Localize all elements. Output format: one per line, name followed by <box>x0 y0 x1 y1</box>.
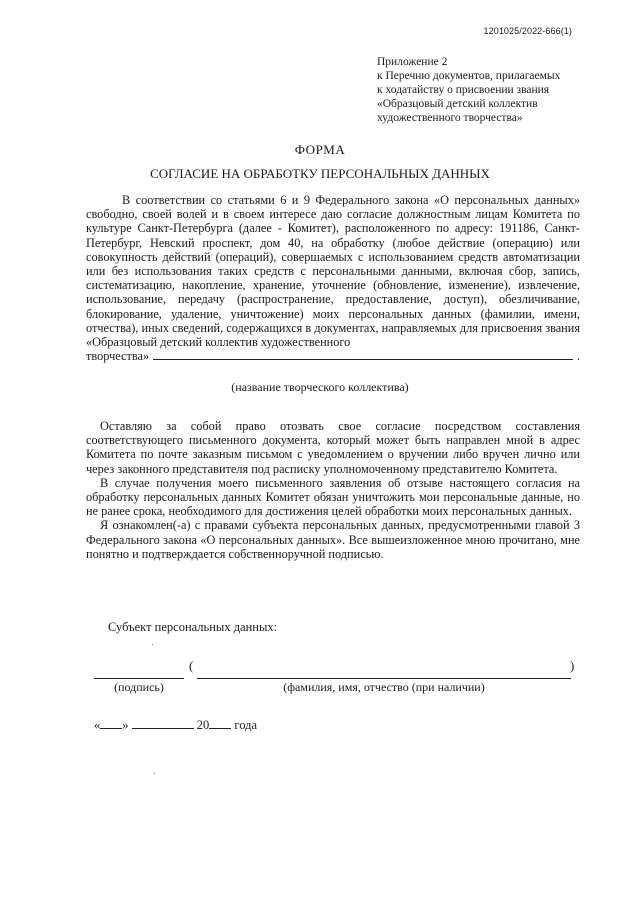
appendix-line: Приложение 2 <box>377 56 448 68</box>
full-name-field[interactable] <box>197 678 571 679</box>
year-field[interactable] <box>209 718 231 729</box>
signature-caption: (подпись) <box>114 680 164 694</box>
appendix-line: художественного творчества» <box>377 112 523 124</box>
open-quote: « <box>94 718 101 732</box>
acknowledgement-paragraph: Я ознакомлен(-а) с правами субъекта персональных данных, предусмотренными главой 3 Федерального закона «О персональных данных». Все вышеизложенное мною прочитано, мне понятно и подтверждается собственноручной подписью. <box>86 518 580 561</box>
end-mark: . <box>576 349 580 364</box>
revocation-paragraph: В случае получения моего письменного заявления об отзыве настоящего согласия на обработку персональных данных Комитет обязан уничтожить мои персональные данные, но не ранее срока, необходимого для достижения целей обработки моих персональных данных. <box>86 475 580 519</box>
signature-field[interactable] <box>94 678 184 679</box>
paren-close: ) <box>570 658 575 673</box>
withdrawal-section <box>86 419 580 561</box>
collective-name-caption: (название творческого коллектива) <box>231 380 409 394</box>
day-field[interactable] <box>100 718 122 729</box>
document-number: 1201025/2022-666(1) <box>483 26 572 36</box>
close-quote: » <box>122 718 129 732</box>
scan-speck <box>152 644 153 645</box>
date-line <box>94 718 257 733</box>
paren-open: ( <box>189 658 194 673</box>
appendix-note <box>377 55 597 125</box>
consent-paragraph-text: В соответствии со статьями 6 и 9 Федерального закона «О персональных данных» свободно, своей волей и в своем интересе даю согласие должностным лицам Комитета по культуре Санкт-Петербурга (далее - Комитет), расположенного по адресу: 191186, Санкт-Петербург, Невский проспект, дом 40, на обработку (любое действие (операцию) или совокупность действий (операций), совершаемых с использованием средств автоматизации или без использования таких средств с персональными данными, включая сбор, запись, систематизацию, накопление, хранение, уточнение (обновление, изменение), извлечение, использование, передачу (распространение, предоставление, доступ), обезличивание, блокирование, удаление, уничтожение) моих персональных данных (фамилии, имени, отчества), иных сведений, содержащихся в документах, направляемых для присвоения звания «Образцовый детский коллектив художественного <box>86 193 580 350</box>
subject-label: Субъект персональных данных: <box>108 620 278 634</box>
withdrawal-paragraph: Оставляю за собой право отозвать свое согласие посредством составления соответствующего письменного документа, который может быть направлен мной в адрес Комитета по почте заказным письмом с уведомлением о вручении либо вручен лично или через законного представителя под расписку уполномоченному представителю Комитета. <box>86 419 580 476</box>
month-field[interactable] <box>132 718 194 729</box>
appendix-line: «Образцовый детский коллектив <box>377 98 538 110</box>
consent-title: СОГЛАСИЕ НА ОБРАБОТКУ ПЕРСОНАЛЬНЫХ ДАННЫХ <box>150 166 490 181</box>
collective-name-line <box>86 349 580 363</box>
collective-name-field[interactable] <box>153 358 573 360</box>
appendix-line: к ходатайству о присвоении звания <box>377 84 550 96</box>
form-title: ФОРМА <box>294 142 346 157</box>
year-prefix: 20 <box>196 718 210 732</box>
consent-paragraph-last-word: творчества» <box>86 349 150 364</box>
date-suffix: года <box>234 718 257 732</box>
consent-paragraph <box>86 193 580 363</box>
scan-speck <box>154 773 155 774</box>
full-name-caption: (фамилия, имя, отчество (при наличии) <box>283 680 485 694</box>
appendix-line: к Перечню документов, прилагаемых <box>377 70 561 82</box>
